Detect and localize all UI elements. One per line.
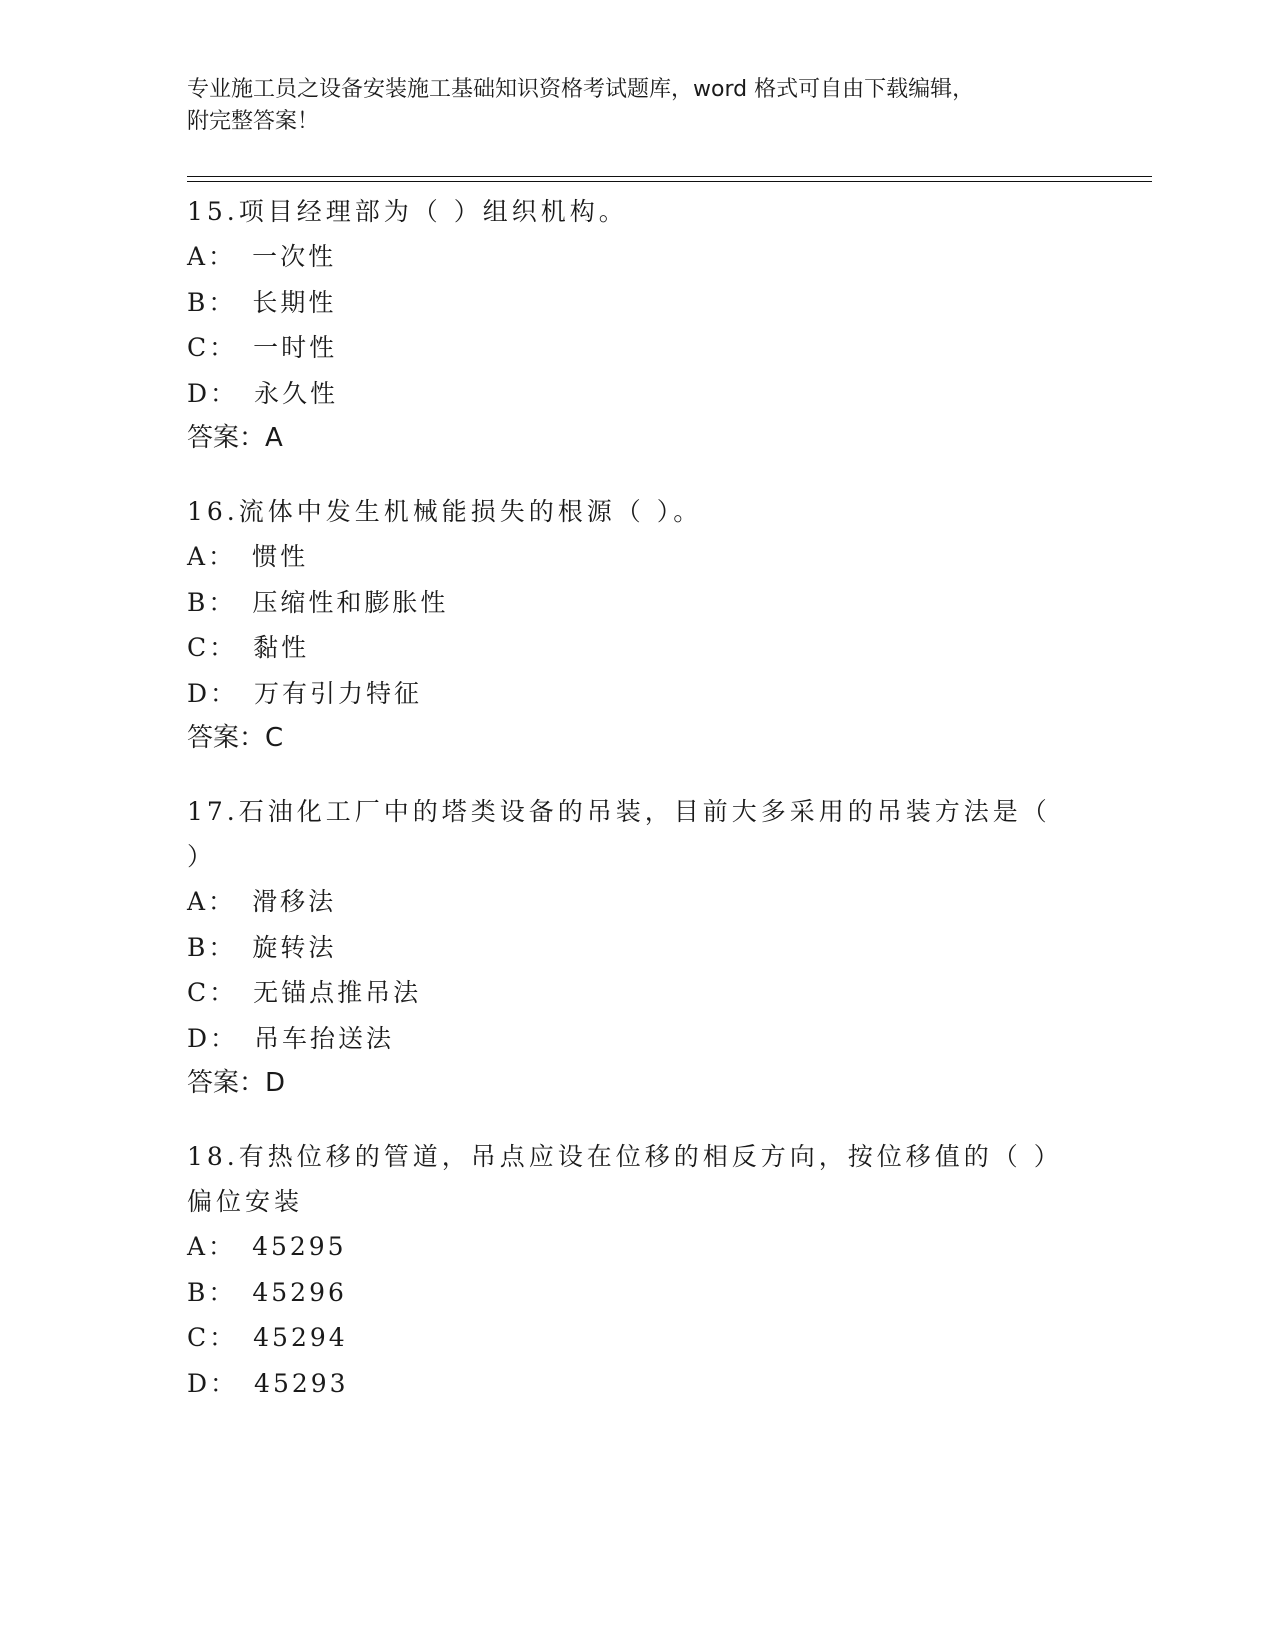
option-text: 45296 <box>252 1277 347 1307</box>
option-text: 一时性 <box>253 333 338 362</box>
option-text: 惯性 <box>252 542 309 571</box>
option-label: A： <box>187 887 237 916</box>
question-16 <box>187 489 1087 761</box>
question-15 <box>187 189 1087 461</box>
question-text: 18.有热位移的管道，吊点应设在位移的相反方向，按位移值的（ ） <box>187 1142 1063 1171</box>
option-text: 一次性 <box>252 242 337 271</box>
option-a <box>187 1224 1087 1270</box>
option-label: B： <box>187 1277 237 1307</box>
option-label: C： <box>187 333 238 362</box>
option-b <box>187 925 1087 971</box>
option-b <box>187 580 1087 626</box>
option-text: 长期性 <box>252 287 337 317</box>
option-label: A： <box>187 542 237 571</box>
option-text: 黏性 <box>253 633 310 662</box>
option-label: A： <box>187 1232 237 1261</box>
option-label: D： <box>187 1023 239 1053</box>
option-c <box>187 970 1087 1016</box>
option-text: 万有引力特征 <box>254 678 423 708</box>
option-text: 45293 <box>254 1368 349 1398</box>
question-text: 17.石油化工厂中的塔类设备的吊装，目前大多采用的吊装方法是（ <box>187 797 1051 826</box>
option-a <box>187 234 1087 280</box>
question-text: 16.流体中发生机械能损失的根源（ ）。 <box>187 497 703 526</box>
option-text: 无锚点推吊法 <box>253 978 422 1007</box>
document-header <box>187 74 1087 138</box>
question-text-continued: ） <box>187 842 217 871</box>
option-label: D： <box>187 1368 239 1398</box>
option-label: B： <box>187 932 237 962</box>
answer-line: 答案：D <box>187 1068 286 1098</box>
option-a <box>187 534 1087 580</box>
option-label: C： <box>187 978 238 1007</box>
option-text: 45295 <box>252 1232 347 1261</box>
option-d <box>187 671 1087 717</box>
question-18 <box>187 1134 1087 1406</box>
option-d <box>187 371 1087 417</box>
option-label: C： <box>187 1323 238 1352</box>
option-c <box>187 325 1087 371</box>
header-line-2: 附完整答案！ <box>187 109 320 134</box>
question-list <box>187 189 1087 1434</box>
header-line-1: 专业施工员之设备安装施工基础知识资格考试题库，word 格式可自由下载编辑， <box>187 77 975 102</box>
option-c <box>187 625 1087 671</box>
option-label: A： <box>187 242 237 271</box>
option-d <box>187 1016 1087 1062</box>
option-text: 45294 <box>253 1323 348 1352</box>
option-text: 永久性 <box>254 378 339 408</box>
header-divider-top <box>187 176 1152 177</box>
option-label: C： <box>187 633 238 662</box>
option-text: 吊车抬送法 <box>254 1023 395 1053</box>
option-label: D： <box>187 378 239 408</box>
option-text: 压缩性和膨胀性 <box>252 587 449 617</box>
option-label: B： <box>187 287 237 317</box>
option-label: B： <box>187 587 237 617</box>
question-text-continued: 偏位安装 <box>187 1187 304 1216</box>
answer-line: 答案：A <box>187 423 283 453</box>
option-label: D： <box>187 678 239 708</box>
option-a <box>187 879 1087 925</box>
option-c <box>187 1315 1087 1361</box>
question-text: 15.项目经理部为（ ）组织机构。 <box>187 197 628 226</box>
answer-line: 答案：C <box>187 723 284 753</box>
option-b <box>187 1270 1087 1316</box>
header-divider-bottom <box>187 181 1152 182</box>
option-b <box>187 280 1087 326</box>
question-17 <box>187 789 1087 1106</box>
option-text: 滑移法 <box>252 887 337 916</box>
option-text: 旋转法 <box>252 932 337 962</box>
option-d <box>187 1361 1087 1407</box>
